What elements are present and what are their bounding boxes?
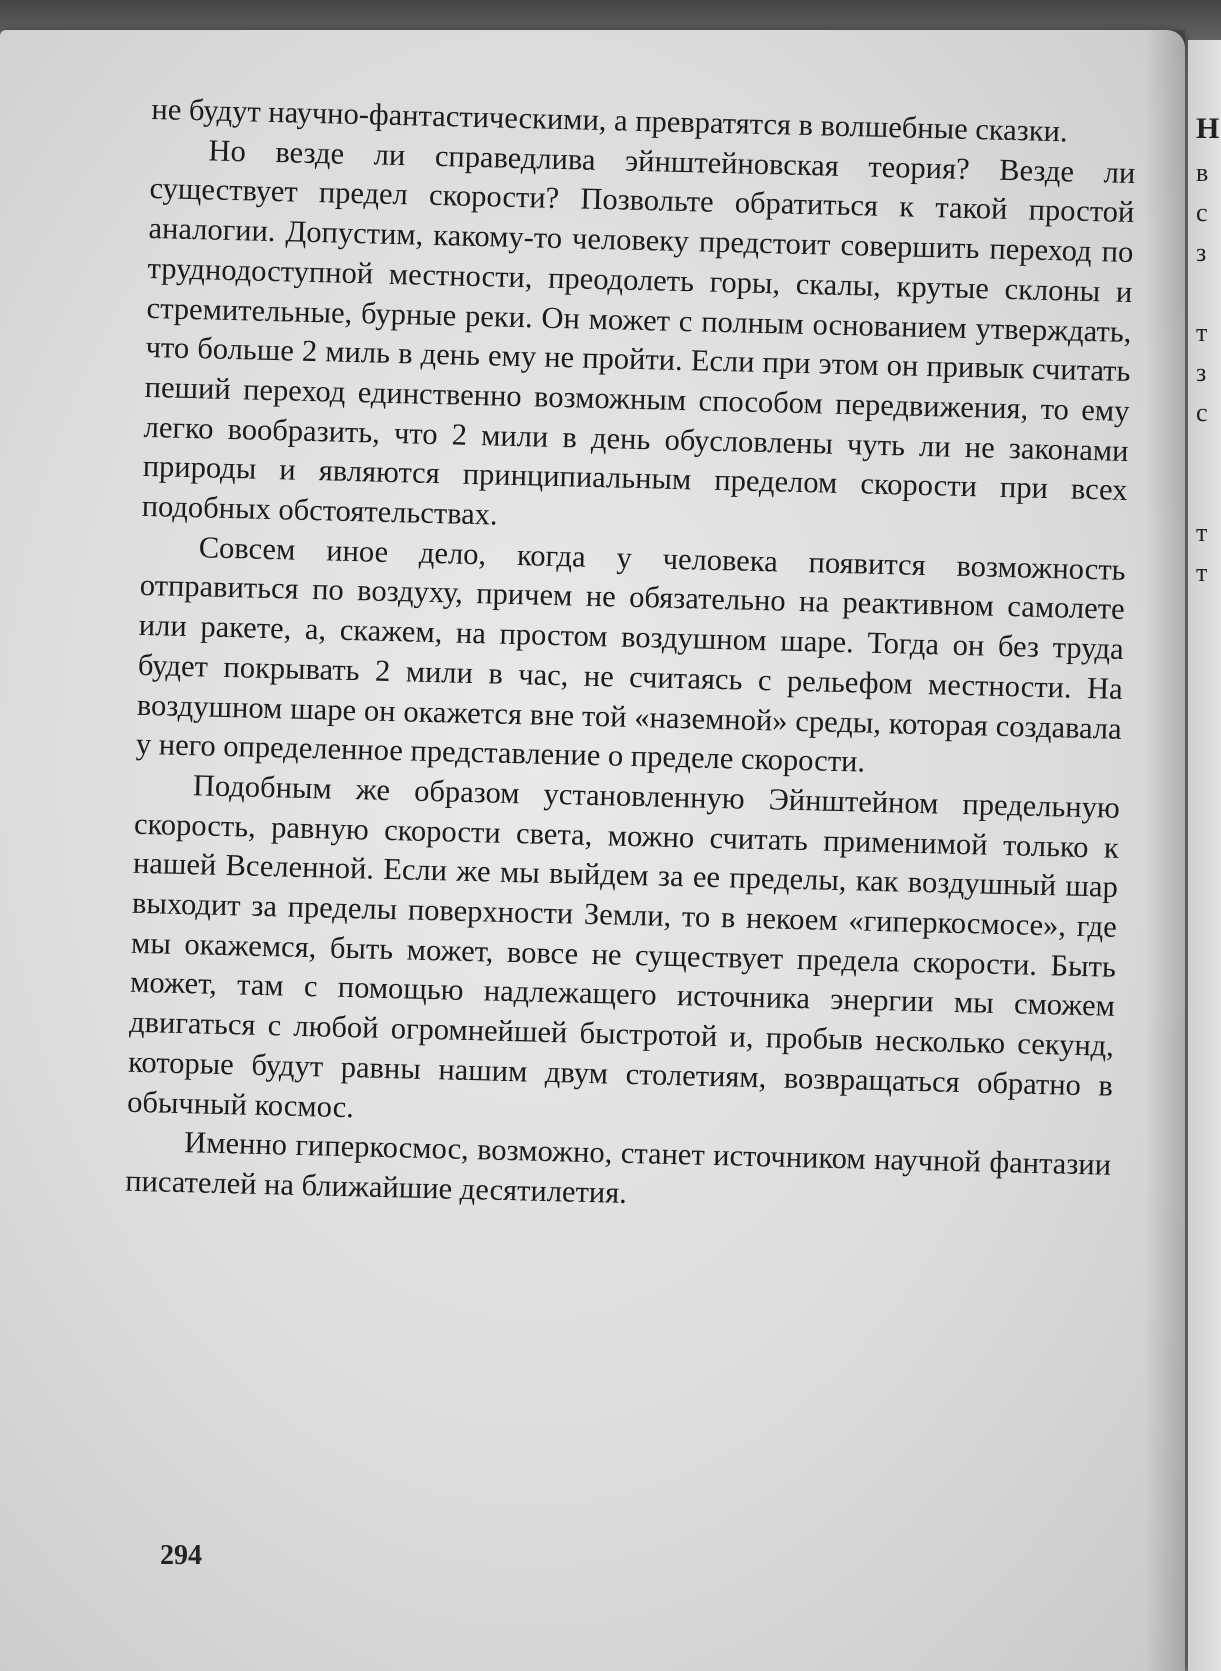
- next-page-fragment: т: [1196, 318, 1208, 347]
- page-gutter-shadow: [1145, 30, 1185, 1671]
- page-body-text: [125, 90, 1137, 1225]
- next-page-fragment: т: [1196, 518, 1208, 547]
- paragraph-1: не будут научно-фантастическими, а превратятся в волшебные сказки.: [151, 91, 1069, 149]
- next-page-fragment: с: [1196, 398, 1208, 427]
- next-page-fragment: с: [1196, 198, 1208, 227]
- paragraph-5: Именно гиперкосмос, возможно, станет источником научной фантазии писателей на ближайшие десятилетия.: [124, 1125, 1112, 1210]
- next-page-fragment: Н: [1196, 112, 1220, 145]
- next-page-fragment: з: [1196, 238, 1207, 267]
- next-page-fragment: т: [1196, 558, 1208, 587]
- next-page-fragment: в: [1196, 158, 1209, 187]
- next-page-fragment: з: [1196, 358, 1207, 387]
- next-page-edge: [1188, 40, 1221, 1671]
- paragraph-2: Но везде ли справедлива эйнштейновская теория? Везде ли существует предел скорости? Позвольте обратиться к такой простой аналогии. Допустим, какому-то человеку предстоит совершить переход по труднодоступной местности, преодолеть горы, скалы, крутые склоны и стремительные, бурные реки. Он может с полным основанием утверждать, что больше 2 миль в день ему не пройти. Если при этом он привык считать пеший переход единственно возможным способом передвижения, то ему легко вообразить, что 2 мили в день обусловлены чуть ли не законами природы и являются принципиальным пределом скорости при всех подобных обстоятельствах.: [141, 133, 1136, 532]
- paragraph-4: Подобным же образом установленную Эйнштейном предельную скорость, равную скорости света, можно считать применимой только к нашей Вселенной. Если же мы выйдем за ее пределы, как воздушный шар выходит за пределы поверхности Земли, то в некоем «гиперкосмосе», где мы окажемся, быть может, вовсе не существует предела скорости. Быть может, там с помощью надлежащего источника энергии мы сможем двигаться с любой огромнейшей быстротой и, пробыв несколько секунд, которые будут равны нашим двум столетиям, возвращаться обратно в обычный космос.: [126, 768, 1121, 1124]
- paragraph-3: Совсем иное дело, когда у человека появится возможность отправиться по воздуху, причем не обязательно на реактивном самолете или ракете, а, скажем, на простом воздушном шаре. Тогда он без труда будет покрывать 2 мили в час, не считаясь с рельефом местности. На воздушном шаре он окажется вне той «наземной» среды, которая создавала у него определенное представление о пределе скорости.: [135, 530, 1126, 779]
- page-number: 294: [160, 1540, 202, 1571]
